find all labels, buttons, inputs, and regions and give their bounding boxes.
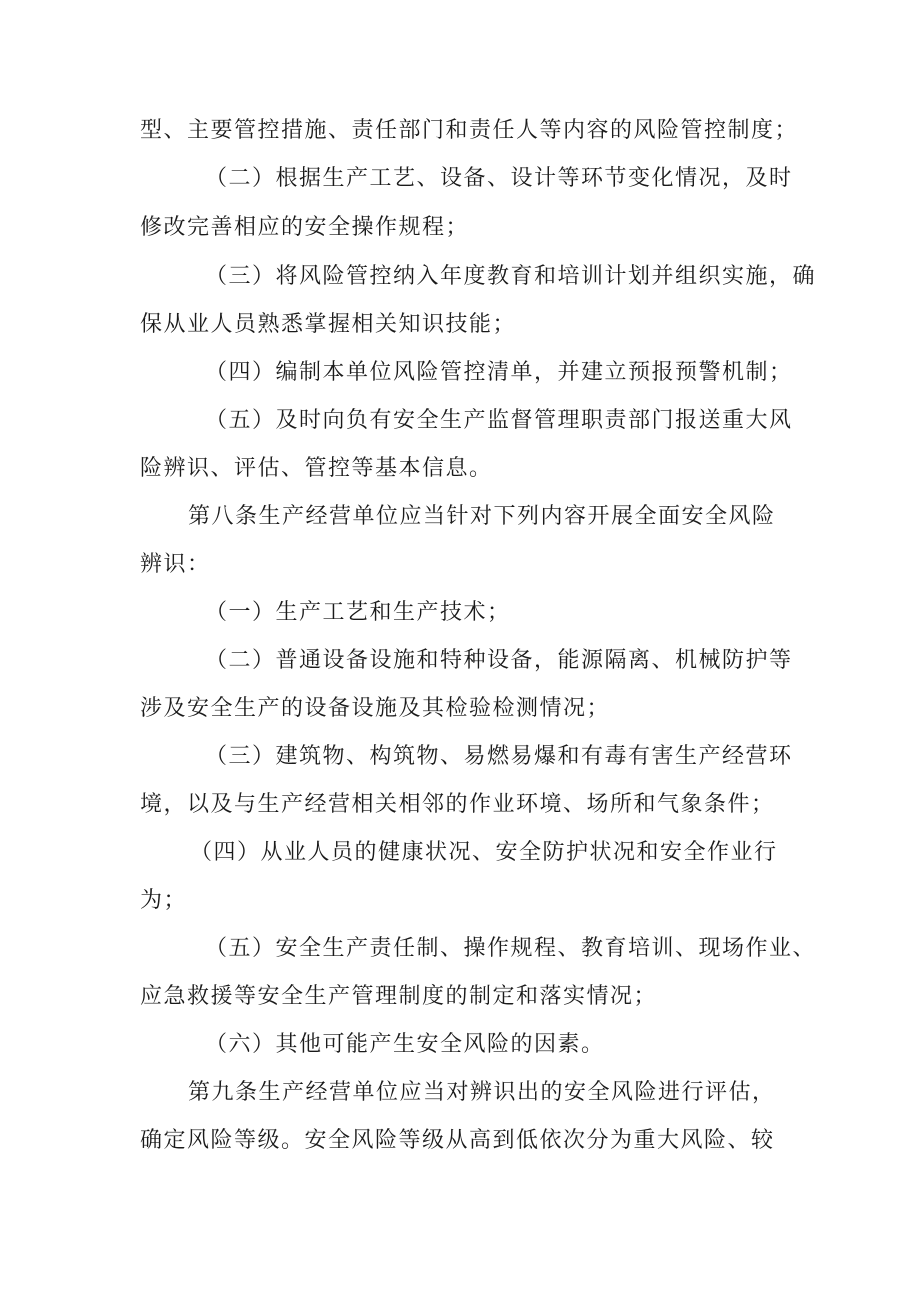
text-line: （五）安全生产责任制、操作规程、教育培训、现场作业、 bbox=[205, 936, 817, 961]
text-line: 涉及安全生产的设备设施及其检验检测情况； bbox=[140, 696, 611, 721]
text-line: （二）根据生产工艺、设备、设计等环节变化情况，及时 bbox=[205, 166, 793, 191]
text-line: 辨识： bbox=[140, 552, 211, 577]
text-line: 境，以及与生产经营相关相邻的作业环境、场所和气象条件； bbox=[140, 792, 775, 817]
text-line: （二）普通设备设施和特种设备，能源隔离、机械防护等 bbox=[205, 648, 793, 673]
article-heading-line: 第九条生产经营单位应当对辨识出的安全风险进行评估， bbox=[188, 1080, 776, 1105]
article-heading-line: 第八条生产经营单位应当针对下列内容开展全面安全风险 bbox=[188, 504, 776, 529]
text-line: 保从业人员熟悉掌握相关知识技能； bbox=[140, 312, 517, 337]
text-line: 险辨识、评估、管控等基本信息。 bbox=[140, 456, 493, 481]
text-line: 应急救援等安全生产管理制度的制定和落实情况； bbox=[140, 984, 658, 1009]
text-line: （三）建筑物、构筑物、易燃易爆和有毒有害生产经营环 bbox=[205, 744, 793, 769]
text-line: 为； bbox=[140, 888, 188, 913]
text-line: 型、主要管控措施、责任部门和责任人等内容的风险管控制度； bbox=[140, 118, 799, 143]
text-line: （五）及时向负有安全生产监督管理职责部门报送重大风 bbox=[205, 408, 793, 433]
text-line: （六）其他可能产生安全风险的因素。 bbox=[205, 1032, 605, 1057]
text-line: （四）从业人员的健康状况、安全防护状况和安全作业行 bbox=[190, 840, 778, 865]
text-line: （三）将风险管控纳入年度教育和培训计划并组织实施，确 bbox=[205, 264, 817, 289]
text-line: （一）生产工艺和生产技术； bbox=[205, 600, 511, 625]
text-line: （四）编制本单位风险管控清单，并建立预报预警机制； bbox=[205, 360, 793, 385]
text-line: 确定风险等级。安全风险等级从高到低依次分为重大风险、较 bbox=[140, 1128, 775, 1153]
text-line: 修改完善相应的安全操作规程； bbox=[140, 215, 470, 240]
